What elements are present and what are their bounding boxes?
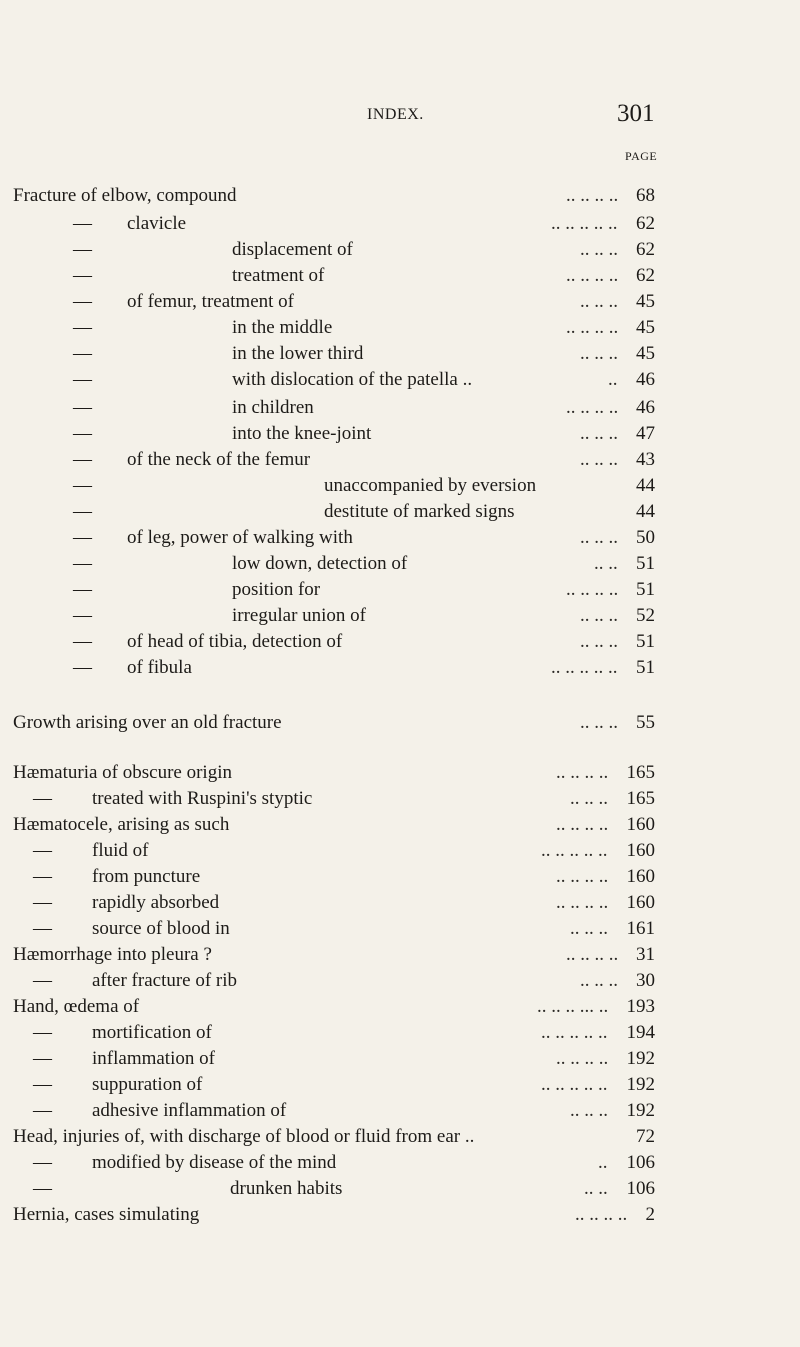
index-entry <box>0 1098 800 1124</box>
dot-leader: .. .. .. .. <box>566 265 619 286</box>
entry-text: of head of tibia, detection of <box>127 631 343 652</box>
ditto-dash: — <box>73 369 92 390</box>
entry-text: in the lower third <box>232 343 364 364</box>
entry-text: destitute of marked signs <box>324 501 515 522</box>
entry-text: modified by disease of the mind <box>92 1152 337 1173</box>
entry-page-number: 2 <box>645 1204 655 1225</box>
dot-leader: .. .. .. <box>580 291 618 312</box>
entry-page-number: 72 <box>636 1126 655 1147</box>
entry-page-number: 160 <box>626 814 655 835</box>
entry-text: Hæmorrhage into pleura ? <box>13 944 212 965</box>
entry-text: of the neck of the femur <box>127 449 311 470</box>
entry-text: from puncture <box>92 866 201 887</box>
entry-text: Fracture of elbow, compound <box>13 185 237 206</box>
index-entry <box>0 786 800 812</box>
ditto-dash: — <box>73 579 92 600</box>
index-entry <box>0 864 800 890</box>
index-entry <box>0 655 800 681</box>
dot-leader: .. .. <box>584 1178 608 1199</box>
ditto-dash: — <box>33 970 52 991</box>
entry-page-number: 45 <box>636 317 655 338</box>
index-entry <box>0 1072 800 1098</box>
index-entry <box>0 1150 800 1176</box>
entry-text: adhesive inflammation of <box>92 1100 287 1121</box>
index-entry <box>0 1020 800 1046</box>
entry-text: in children <box>232 397 314 418</box>
ditto-dash: — <box>33 1152 52 1173</box>
ditto-dash: — <box>73 631 92 652</box>
dot-leader: .. .. .. <box>570 788 608 809</box>
entry-text: fluid of <box>92 840 149 861</box>
index-entry <box>0 812 800 838</box>
entry-page-number: 106 <box>626 1178 655 1199</box>
dot-leader: .. .. .. .. .. <box>551 213 618 234</box>
index-entry <box>0 341 800 367</box>
entry-text: treated with Ruspini's styptic <box>92 788 313 809</box>
dot-leader: .. .. .. <box>570 918 608 939</box>
dot-leader: .. .. <box>594 553 618 574</box>
ditto-dash: — <box>73 527 92 548</box>
entry-page-number: 44 <box>636 475 655 496</box>
entry-page-number: 46 <box>636 369 655 390</box>
entry-text: position for <box>232 579 321 600</box>
dot-leader: .. .. .. <box>580 527 618 548</box>
index-entry <box>0 473 800 499</box>
ditto-dash: — <box>73 449 92 470</box>
index-entry <box>0 447 800 473</box>
ditto-dash: — <box>73 397 92 418</box>
entry-page-number: 51 <box>636 579 655 600</box>
entry-page-number: 192 <box>626 1048 655 1069</box>
index-entry <box>0 838 800 864</box>
entry-text: treatment of <box>232 265 325 286</box>
entry-page-number: 160 <box>626 866 655 887</box>
ditto-dash: — <box>33 788 52 809</box>
index-entry <box>0 916 800 942</box>
entry-text: unaccompanied by eversion <box>324 475 537 496</box>
dot-leader: .. .. .. <box>580 449 618 470</box>
index-entry <box>0 183 800 209</box>
entry-text: with dislocation of the patella .. <box>232 369 473 390</box>
entry-text: after fracture of rib <box>92 970 238 991</box>
ditto-dash: — <box>33 1178 52 1199</box>
dot-leader: .. .. .. <box>580 631 618 652</box>
entry-page-number: 160 <box>626 840 655 861</box>
entry-page-number: 51 <box>636 657 655 678</box>
index-entry <box>0 237 800 263</box>
entry-text: suppuration of <box>92 1074 203 1095</box>
entry-text: into the knee-joint <box>232 423 372 444</box>
page-number: 301 <box>617 100 655 127</box>
entry-text: Hand, œdema of <box>13 996 140 1017</box>
dot-leader: .. .. .. .. .. <box>541 1074 608 1095</box>
index-entry <box>0 551 800 577</box>
dot-leader: .. .. .. .. <box>556 1048 609 1069</box>
index-entry <box>0 1176 800 1202</box>
entry-text: drunken habits <box>230 1178 343 1199</box>
dot-leader: .. .. .. .. .. <box>551 657 618 678</box>
entry-page-number: 165 <box>626 788 655 809</box>
index-entry <box>0 421 800 447</box>
ditto-dash: — <box>73 657 92 678</box>
entry-page-number: 194 <box>626 1022 655 1043</box>
entry-text: in the middle <box>232 317 333 338</box>
dot-leader: .. .. .. <box>580 605 618 626</box>
index-entry <box>0 1046 800 1072</box>
entry-text: source of blood in <box>92 918 230 939</box>
entry-page-number: 30 <box>636 970 655 991</box>
ditto-dash: — <box>73 265 92 286</box>
entry-page-number: 43 <box>636 449 655 470</box>
index-entry <box>0 968 800 994</box>
entry-page-number: 192 <box>626 1100 655 1121</box>
dot-leader: .. .. .. .. <box>556 762 609 783</box>
entry-text: of leg, power of walking with <box>127 527 353 548</box>
dot-leader: .. .. .. .. <box>566 185 619 206</box>
ditto-dash: — <box>73 605 92 626</box>
index-entry <box>0 994 800 1020</box>
ditto-dash: — <box>33 1048 52 1069</box>
entry-text: of fibula <box>127 657 192 678</box>
entry-page-number: 165 <box>626 762 655 783</box>
dot-leader: .. .. .. .. <box>556 866 609 887</box>
ditto-dash: — <box>73 317 92 338</box>
dot-leader: .. .. .. .. <box>556 814 609 835</box>
entry-page-number: 62 <box>636 265 655 286</box>
dot-leader: .. .. .. <box>570 1100 608 1121</box>
ditto-dash: — <box>73 343 92 364</box>
index-entry <box>0 525 800 551</box>
dot-leader: .. .. .. .. <box>566 944 619 965</box>
ditto-dash: — <box>33 918 52 939</box>
dot-leader: .. .. .. .. .. <box>541 1022 608 1043</box>
ditto-dash: — <box>33 1022 52 1043</box>
index-entry <box>0 211 800 237</box>
dot-leader: .. .. .. .. <box>556 892 609 913</box>
entry-page-number: 192 <box>626 1074 655 1095</box>
ditto-dash: — <box>33 1100 52 1121</box>
entry-text: mortification of <box>92 1022 212 1043</box>
dot-leader: .. .. .. .. <box>566 397 619 418</box>
entry-page-number: 47 <box>636 423 655 444</box>
entry-page-number: 44 <box>636 501 655 522</box>
index-entry <box>0 315 800 341</box>
entry-text: clavicle <box>127 213 187 234</box>
dot-leader: .. .. .. ... .. <box>537 996 609 1017</box>
index-entry <box>0 367 800 393</box>
dot-leader: .. <box>598 1152 608 1173</box>
index-entry <box>0 395 800 421</box>
dot-leader: .. .. .. <box>580 970 618 991</box>
index-entry <box>0 1202 800 1228</box>
ditto-dash: — <box>33 892 52 913</box>
entry-text: Hæmaturia of obscure origin <box>13 762 232 783</box>
ditto-dash: — <box>73 423 92 444</box>
entry-page-number: 68 <box>636 185 655 206</box>
page-column-label: PAGE <box>625 149 658 163</box>
index-entry <box>0 603 800 629</box>
entry-page-number: 62 <box>636 213 655 234</box>
ditto-dash: — <box>33 1074 52 1095</box>
index-entry <box>0 1124 800 1150</box>
entry-page-number: 160 <box>626 892 655 913</box>
running-header <box>0 98 800 128</box>
ditto-dash: — <box>73 475 92 496</box>
entry-text: Hæmatocele, arising as such <box>13 814 230 835</box>
ditto-dash: — <box>33 840 52 861</box>
entry-page-number: 106 <box>626 1152 655 1173</box>
entry-text: Hernia, cases simulating <box>13 1204 200 1225</box>
entry-page-number: 52 <box>636 605 655 626</box>
entry-text: irregular union of <box>232 605 367 626</box>
index-entry <box>0 289 800 315</box>
entry-page-number: 55 <box>636 712 655 733</box>
dot-leader: .. .. .. .. <box>566 317 619 338</box>
entry-page-number: 50 <box>636 527 655 548</box>
index-entry <box>0 499 800 525</box>
ditto-dash: — <box>73 239 92 260</box>
index-entry <box>0 263 800 289</box>
entry-text: low down, detection of <box>232 553 408 574</box>
entry-page-number: 46 <box>636 397 655 418</box>
entry-text: inflammation of <box>92 1048 215 1069</box>
index-entry <box>0 629 800 655</box>
entry-page-number: 45 <box>636 291 655 312</box>
dot-leader: .. .. .. <box>580 343 618 364</box>
dot-leader: .. .. .. .. <box>566 579 619 600</box>
ditto-dash: — <box>73 213 92 234</box>
dot-leader: .. .. .. <box>580 239 618 260</box>
entry-text: displacement of <box>232 239 353 260</box>
ditto-dash: — <box>33 866 52 887</box>
index-entry <box>0 710 800 736</box>
index-entry <box>0 760 800 786</box>
entry-text: Growth arising over an old fracture <box>13 712 282 733</box>
entry-page-number: 45 <box>636 343 655 364</box>
dot-leader: .. .. .. .. <box>575 1204 628 1225</box>
index-entry <box>0 577 800 603</box>
ditto-dash: — <box>73 291 92 312</box>
entry-page-number: 62 <box>636 239 655 260</box>
entry-page-number: 31 <box>636 944 655 965</box>
ditto-dash: — <box>73 501 92 522</box>
entry-page-number: 51 <box>636 631 655 652</box>
dot-leader: .. .. .. <box>580 423 618 444</box>
entry-page-number: 51 <box>636 553 655 574</box>
index-entry <box>0 942 800 968</box>
entry-text: rapidly absorbed <box>92 892 220 913</box>
entry-text: of femur, treatment of <box>127 291 295 312</box>
entry-page-number: 193 <box>626 996 655 1017</box>
dot-leader: .. <box>608 369 618 390</box>
index-entry <box>0 890 800 916</box>
entry-text: Head, injuries of, with discharge of blood or fluid from ear .. <box>13 1126 475 1147</box>
entry-page-number: 161 <box>626 918 655 939</box>
dot-leader: .. .. .. .. .. <box>541 840 608 861</box>
ditto-dash: — <box>73 553 92 574</box>
running-title: INDEX. <box>367 106 424 123</box>
dot-leader: .. .. .. <box>580 712 618 733</box>
